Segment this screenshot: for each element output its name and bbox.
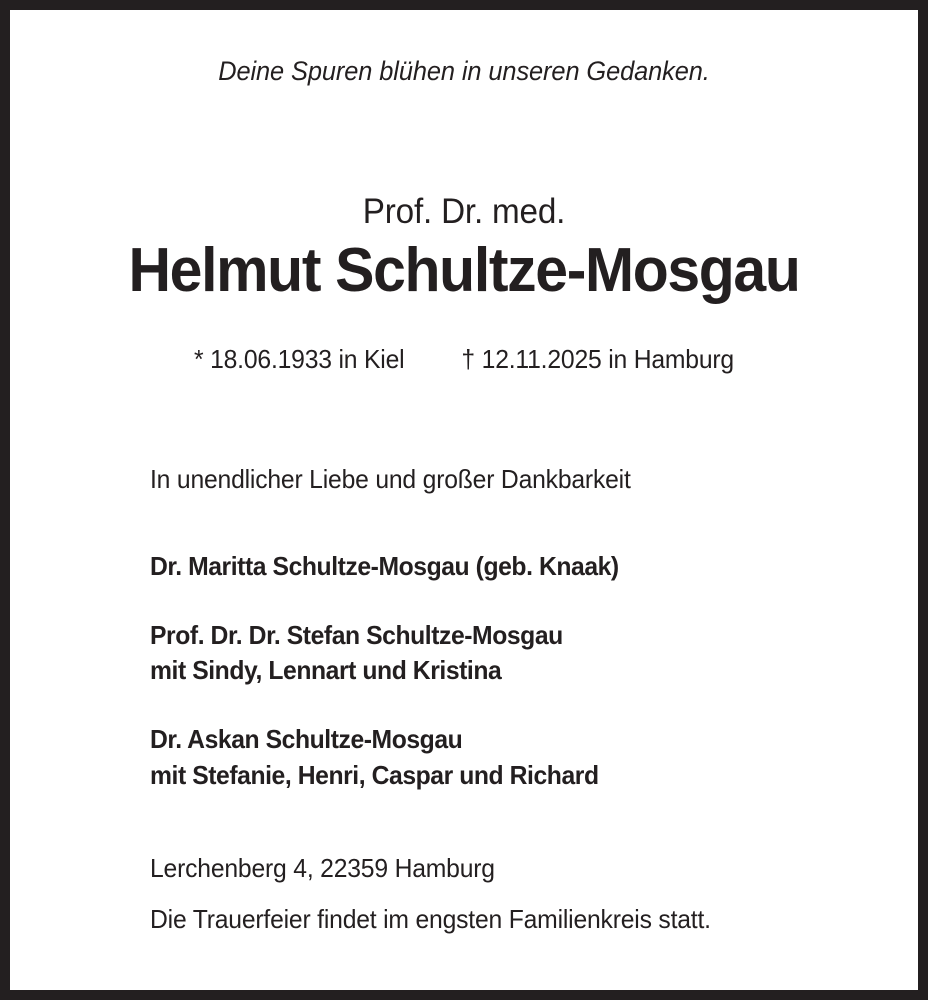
mourner-group-2: [150, 621, 878, 685]
spacer-after-intro: [150, 494, 878, 552]
mourning-body: [150, 465, 878, 934]
deceased-full-name: Helmut Schultze-Mosgau: [128, 235, 800, 305]
mourner-companions: mit Stefanie, Henri, Caspar und Richard: [150, 759, 599, 790]
spacer-before-address: [150, 790, 878, 854]
spacer-after-group-2: [150, 685, 878, 725]
spacer-before-ceremony-note: [150, 883, 878, 905]
family-address: Lerchenberg 4, 22359 Hamburg: [150, 852, 495, 883]
intro-text: In unendlicher Liebe und großer Dankbarkeit: [150, 464, 631, 494]
ceremony-note: Die Trauerfeier findet im engsten Familienkreis statt.: [150, 903, 711, 934]
epigraph-quote: Deine Spuren blühen in unseren Gedanken.: [218, 56, 710, 86]
deceased-academic-title: Prof. Dr. med.: [362, 192, 566, 231]
spacer-after-group-1: [150, 581, 878, 621]
mourner-name: Dr. Maritta Schultze-Mosgau (geb. Knaak): [150, 551, 619, 582]
life-dates: [33, 344, 896, 375]
birth-date: * 18.06.1933 in Kiel: [193, 344, 405, 374]
mourner-name: Dr. Askan Schultze-Mosgau: [150, 724, 463, 755]
mourner-companions: mit Sindy, Lennart und Kristina: [150, 655, 502, 686]
death-date: † 12.11.2025 in Hamburg: [461, 344, 734, 374]
mourner-group-1: [150, 552, 878, 581]
notice-inner-panel: [10, 10, 918, 990]
mourner-group-3: [150, 725, 878, 789]
mourner-name: Prof. Dr. Dr. Stefan Schultze-Mosgau: [150, 620, 563, 651]
deceased-name-block: [10, 193, 918, 305]
